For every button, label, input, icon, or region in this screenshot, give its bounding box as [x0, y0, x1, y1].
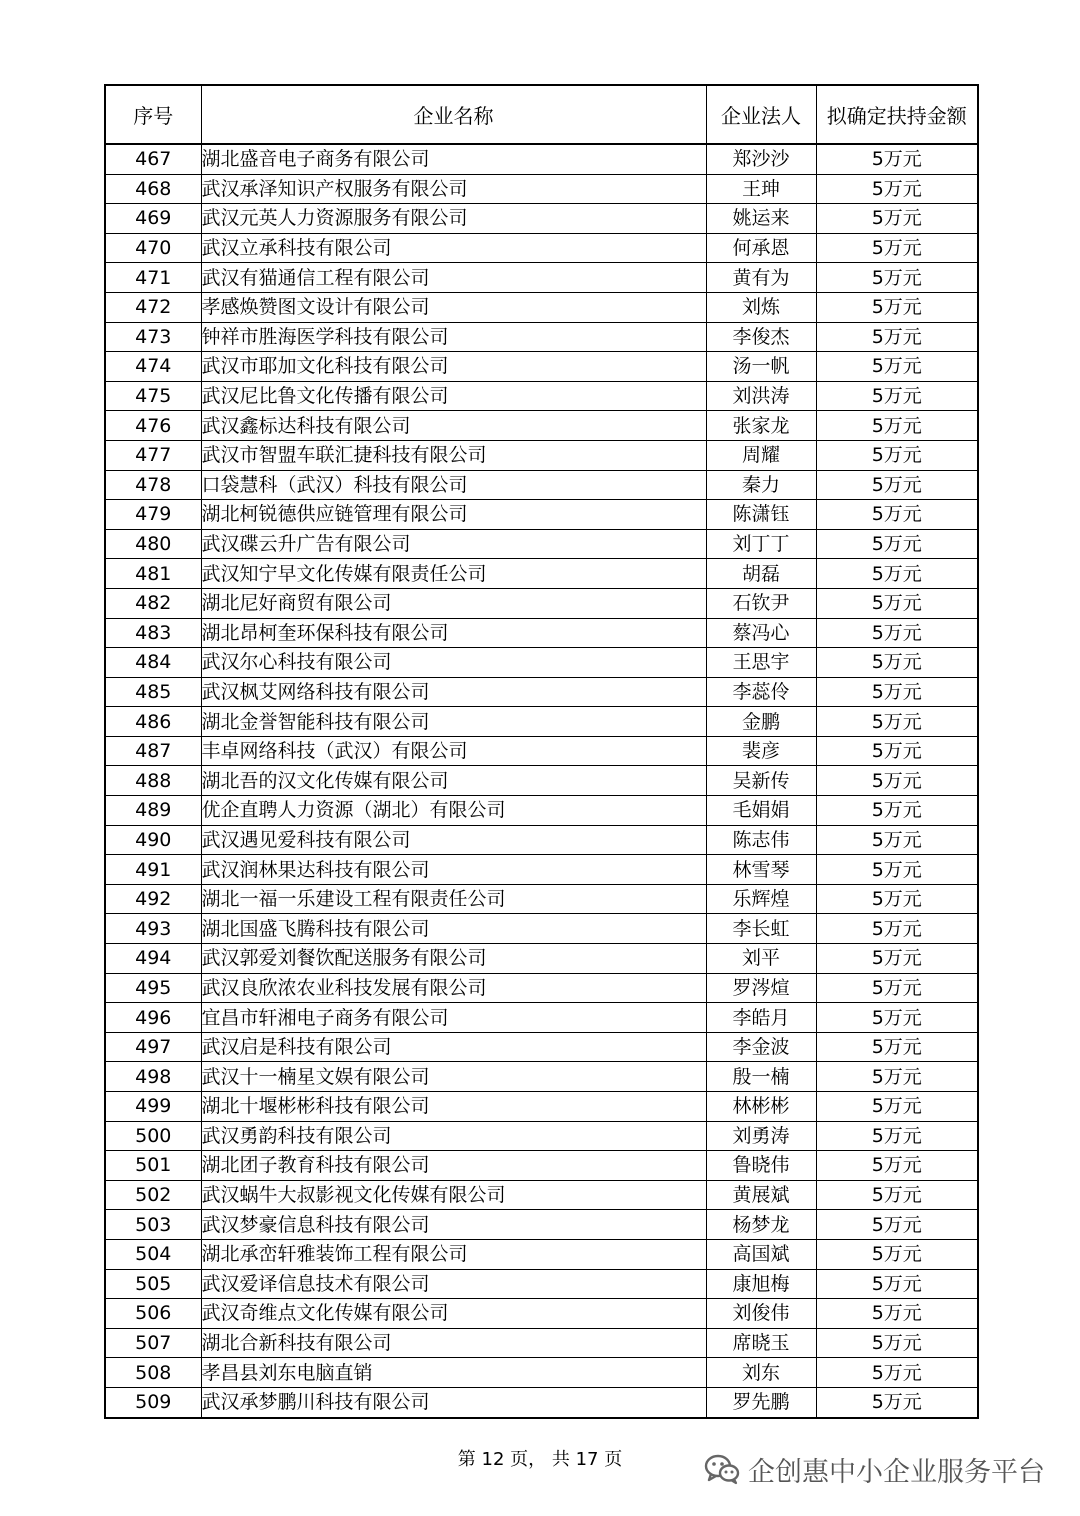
cell-legal-rep: 刘勇涛 — [706, 1121, 816, 1151]
cell-no: 470 — [105, 233, 201, 263]
cell-amount: 5万元 — [816, 1358, 978, 1388]
cell-amount: 5万元 — [816, 411, 978, 441]
cell-legal-rep: 陈潇钰 — [706, 500, 816, 530]
cell-amount: 5万元 — [816, 1003, 978, 1033]
cell-amount: 5万元 — [816, 500, 978, 530]
cell-no: 498 — [105, 1062, 201, 1092]
table-row — [105, 500, 978, 530]
cell-no: 503 — [105, 1210, 201, 1240]
cell-company-name: 孝感焕赞图文设计有限公司 — [201, 292, 706, 322]
cell-company-name: 湖北国盛飞腾科技有限公司 — [201, 914, 706, 944]
cell-legal-rep: 鲁晓伟 — [706, 1151, 816, 1181]
cell-company-name: 武汉元英人力资源服务有限公司 — [201, 204, 706, 234]
cell-no: 479 — [105, 500, 201, 530]
cell-company-name: 武汉郭爱刘餐饮配送服务有限公司 — [201, 944, 706, 974]
cell-no: 505 — [105, 1269, 201, 1299]
cell-amount: 5万元 — [816, 1239, 978, 1269]
cell-company-name: 武汉良欣浓农业科技发展有限公司 — [201, 973, 706, 1003]
cell-no: 477 — [105, 440, 201, 470]
cell-no: 481 — [105, 559, 201, 589]
cell-legal-rep: 乐辉煌 — [706, 884, 816, 914]
table-row — [105, 1269, 978, 1299]
table-row — [105, 707, 978, 737]
cell-amount: 5万元 — [816, 648, 978, 678]
cell-no: 502 — [105, 1180, 201, 1210]
table-row — [105, 381, 978, 411]
cell-no: 472 — [105, 292, 201, 322]
table-row — [105, 1239, 978, 1269]
cell-amount: 5万元 — [816, 973, 978, 1003]
cell-no: 492 — [105, 884, 201, 914]
table-header-row — [105, 85, 978, 144]
cell-legal-rep: 高国斌 — [706, 1239, 816, 1269]
table-row — [105, 736, 978, 766]
cell-amount: 5万元 — [816, 1269, 978, 1299]
cell-company-name: 湖北柯锐德供应链管理有限公司 — [201, 500, 706, 530]
company-support-table — [104, 84, 979, 1419]
cell-no: 501 — [105, 1151, 201, 1181]
cell-no: 469 — [105, 204, 201, 234]
header-company-name: 企业名称 — [201, 85, 706, 144]
table-row — [105, 1299, 978, 1329]
cell-legal-rep: 胡磊 — [706, 559, 816, 589]
cell-company-name: 湖北承峦轩雅装饰工程有限公司 — [201, 1239, 706, 1269]
cell-amount: 5万元 — [816, 796, 978, 826]
table-row — [105, 263, 978, 293]
cell-legal-rep: 吴新传 — [706, 766, 816, 796]
table-row — [105, 973, 978, 1003]
cell-amount: 5万元 — [816, 322, 978, 352]
cell-no: 493 — [105, 914, 201, 944]
table-row — [105, 1358, 978, 1388]
cell-no: 485 — [105, 677, 201, 707]
table-row — [105, 144, 978, 174]
cell-company-name: 丰卓网络科技（武汉）有限公司 — [201, 736, 706, 766]
cell-legal-rep: 金鹏 — [706, 707, 816, 737]
table-row — [105, 1210, 978, 1240]
cell-no: 473 — [105, 322, 201, 352]
cell-legal-rep: 李蕊伶 — [706, 677, 816, 707]
table-row — [105, 1387, 978, 1417]
cell-amount: 5万元 — [816, 707, 978, 737]
cell-amount: 5万元 — [816, 1151, 978, 1181]
cell-no: 476 — [105, 411, 201, 441]
cell-legal-rep: 杨梦龙 — [706, 1210, 816, 1240]
cell-company-name: 武汉奇维点文化传媒有限公司 — [201, 1299, 706, 1329]
cell-company-name: 湖北团子教育科技有限公司 — [201, 1151, 706, 1181]
cell-amount: 5万元 — [816, 381, 978, 411]
table-row — [105, 766, 978, 796]
table-row — [105, 944, 978, 974]
cell-legal-rep: 罗涔煊 — [706, 973, 816, 1003]
cell-no: 486 — [105, 707, 201, 737]
cell-legal-rep: 张家龙 — [706, 411, 816, 441]
table-row — [105, 618, 978, 648]
cell-company-name: 湖北合新科技有限公司 — [201, 1328, 706, 1358]
table-row — [105, 352, 978, 382]
cell-no: 475 — [105, 381, 201, 411]
cell-amount: 5万元 — [816, 559, 978, 589]
table-row — [105, 1092, 978, 1122]
cell-no: 500 — [105, 1121, 201, 1151]
table-row — [105, 648, 978, 678]
cell-no: 507 — [105, 1328, 201, 1358]
cell-no: 488 — [105, 766, 201, 796]
cell-legal-rep: 林雪琴 — [706, 855, 816, 885]
table-row — [105, 855, 978, 885]
cell-no: 495 — [105, 973, 201, 1003]
cell-company-name: 武汉市耶加文化科技有限公司 — [201, 352, 706, 382]
table-row — [105, 204, 978, 234]
cell-company-name: 湖北盛音电子商务有限公司 — [201, 144, 706, 174]
cell-legal-rep: 王思宇 — [706, 648, 816, 678]
cell-amount: 5万元 — [816, 174, 978, 204]
cell-company-name: 武汉承泽知识产权服务有限公司 — [201, 174, 706, 204]
cell-legal-rep: 秦力 — [706, 470, 816, 500]
cell-legal-rep: 姚运来 — [706, 204, 816, 234]
cell-amount: 5万元 — [816, 204, 978, 234]
cell-company-name: 武汉十一楠星文娱有限公司 — [201, 1062, 706, 1092]
cell-legal-rep: 黄有为 — [706, 263, 816, 293]
cell-amount: 5万元 — [816, 529, 978, 559]
cell-company-name: 武汉爱译信息技术有限公司 — [201, 1269, 706, 1299]
cell-company-name: 武汉蜗牛大叔影视文化传媒有限公司 — [201, 1180, 706, 1210]
cell-no: 489 — [105, 796, 201, 826]
table-row — [105, 292, 978, 322]
cell-no: 504 — [105, 1239, 201, 1269]
cell-no: 484 — [105, 648, 201, 678]
cell-amount: 5万元 — [816, 766, 978, 796]
cell-amount: 5万元 — [816, 944, 978, 974]
cell-no: 487 — [105, 736, 201, 766]
cell-legal-rep: 李长虹 — [706, 914, 816, 944]
table-row — [105, 1180, 978, 1210]
cell-amount: 5万元 — [816, 144, 978, 174]
table-row — [105, 914, 978, 944]
table-row — [105, 1003, 978, 1033]
table-row — [105, 1032, 978, 1062]
cell-no: 467 — [105, 144, 201, 174]
cell-company-name: 口袋慧科（武汉）科技有限公司 — [201, 470, 706, 500]
page-number: 第 12 页， 共 17 页 — [457, 1449, 623, 1470]
table-row — [105, 1121, 978, 1151]
table-row — [105, 559, 978, 589]
cell-no: 509 — [105, 1387, 201, 1417]
cell-company-name: 武汉勇韵科技有限公司 — [201, 1121, 706, 1151]
cell-company-name: 武汉承梦鹏川科技有限公司 — [201, 1387, 706, 1417]
cell-company-name: 钟祥市胜海医学科技有限公司 — [201, 322, 706, 352]
cell-legal-rep: 刘炼 — [706, 292, 816, 322]
table-row — [105, 796, 978, 826]
cell-company-name: 湖北一福一乐建设工程有限责任公司 — [201, 884, 706, 914]
table-row — [105, 1062, 978, 1092]
cell-company-name: 武汉梦豪信息科技有限公司 — [201, 1210, 706, 1240]
cell-amount: 5万元 — [816, 588, 978, 618]
cell-company-name: 宜昌市轩湘电子商务有限公司 — [201, 1003, 706, 1033]
cell-company-name: 孝昌县刘东电脑直销 — [201, 1358, 706, 1388]
cell-legal-rep: 王珅 — [706, 174, 816, 204]
cell-amount: 5万元 — [816, 855, 978, 885]
table-row — [105, 884, 978, 914]
cell-company-name: 武汉遇见爱科技有限公司 — [201, 825, 706, 855]
cell-company-name: 武汉有猫通信工程有限公司 — [201, 263, 706, 293]
cell-company-name: 武汉枫艾网络科技有限公司 — [201, 677, 706, 707]
table-row — [105, 1328, 978, 1358]
cell-legal-rep: 殷一楠 — [706, 1062, 816, 1092]
cell-no: 483 — [105, 618, 201, 648]
cell-legal-rep: 石钦尹 — [706, 588, 816, 618]
cell-no: 478 — [105, 470, 201, 500]
table-row — [105, 1151, 978, 1181]
cell-amount: 5万元 — [816, 914, 978, 944]
cell-company-name: 武汉知宁早文化传媒有限责任公司 — [201, 559, 706, 589]
cell-amount: 5万元 — [816, 233, 978, 263]
cell-legal-rep: 郑沙沙 — [706, 144, 816, 174]
cell-company-name: 武汉市智盟车联汇捷科技有限公司 — [201, 440, 706, 470]
wechat-icon — [704, 1453, 740, 1485]
cell-legal-rep: 席晓玉 — [706, 1328, 816, 1358]
cell-no: 490 — [105, 825, 201, 855]
cell-legal-rep: 李金波 — [706, 1032, 816, 1062]
cell-amount: 5万元 — [816, 677, 978, 707]
cell-company-name: 武汉启是科技有限公司 — [201, 1032, 706, 1062]
table-row — [105, 411, 978, 441]
cell-amount: 5万元 — [816, 1121, 978, 1151]
cell-legal-rep: 林彬彬 — [706, 1092, 816, 1122]
cell-no: 497 — [105, 1032, 201, 1062]
cell-legal-rep: 刘洪涛 — [706, 381, 816, 411]
cell-no: 480 — [105, 529, 201, 559]
cell-legal-rep: 刘东 — [706, 1358, 816, 1388]
cell-amount: 5万元 — [816, 470, 978, 500]
cell-amount: 5万元 — [816, 292, 978, 322]
cell-no: 468 — [105, 174, 201, 204]
cell-company-name: 湖北吾的汉文化传媒有限公司 — [201, 766, 706, 796]
table-row — [105, 588, 978, 618]
cell-company-name: 优企直聘人力资源（湖北）有限公司 — [201, 796, 706, 826]
cell-company-name: 湖北十堰彬彬科技有限公司 — [201, 1092, 706, 1122]
cell-no: 496 — [105, 1003, 201, 1033]
header-no: 序号 — [105, 85, 201, 144]
cell-no: 471 — [105, 263, 201, 293]
cell-no: 482 — [105, 588, 201, 618]
cell-amount: 5万元 — [816, 1299, 978, 1329]
cell-legal-rep: 黄展斌 — [706, 1180, 816, 1210]
cell-amount: 5万元 — [816, 1062, 978, 1092]
cell-company-name: 武汉尼比鲁文化传播有限公司 — [201, 381, 706, 411]
watermark — [704, 1449, 1045, 1489]
cell-amount: 5万元 — [816, 1387, 978, 1417]
cell-company-name: 武汉鑫标达科技有限公司 — [201, 411, 706, 441]
table-row — [105, 529, 978, 559]
table-row — [105, 174, 978, 204]
cell-amount: 5万元 — [816, 352, 978, 382]
cell-legal-rep: 罗先鹏 — [706, 1387, 816, 1417]
cell-company-name: 武汉尔心科技有限公司 — [201, 648, 706, 678]
cell-amount: 5万元 — [816, 263, 978, 293]
cell-legal-rep: 刘俊伟 — [706, 1299, 816, 1329]
table-row — [105, 825, 978, 855]
cell-amount: 5万元 — [816, 736, 978, 766]
cell-amount: 5万元 — [816, 1092, 978, 1122]
cell-no: 506 — [105, 1299, 201, 1329]
table-row — [105, 440, 978, 470]
cell-legal-rep: 陈志伟 — [706, 825, 816, 855]
cell-amount: 5万元 — [816, 825, 978, 855]
cell-legal-rep: 刘丁丁 — [706, 529, 816, 559]
cell-legal-rep: 刘平 — [706, 944, 816, 974]
cell-legal-rep: 周耀 — [706, 440, 816, 470]
cell-amount: 5万元 — [816, 1032, 978, 1062]
cell-legal-rep: 蔡冯心 — [706, 618, 816, 648]
table-row — [105, 677, 978, 707]
cell-legal-rep: 汤一帆 — [706, 352, 816, 382]
watermark-text: 企创惠中小企业服务平台 — [748, 1456, 1045, 1488]
cell-amount: 5万元 — [816, 618, 978, 648]
cell-amount: 5万元 — [816, 1210, 978, 1240]
cell-amount: 5万元 — [816, 884, 978, 914]
cell-legal-rep: 康旭梅 — [706, 1269, 816, 1299]
cell-company-name: 武汉碟云升广告有限公司 — [201, 529, 706, 559]
cell-company-name: 武汉立承科技有限公司 — [201, 233, 706, 263]
cell-legal-rep: 何承恩 — [706, 233, 816, 263]
cell-company-name: 武汉润林果达科技有限公司 — [201, 855, 706, 885]
table-body — [105, 144, 978, 1418]
header-legal-rep: 企业法人 — [706, 85, 816, 144]
cell-company-name: 湖北金誉智能科技有限公司 — [201, 707, 706, 737]
cell-no: 508 — [105, 1358, 201, 1388]
cell-legal-rep: 李俊杰 — [706, 322, 816, 352]
cell-amount: 5万元 — [816, 1328, 978, 1358]
table-row — [105, 322, 978, 352]
cell-amount: 5万元 — [816, 1180, 978, 1210]
cell-legal-rep: 毛娟娟 — [706, 796, 816, 826]
cell-no: 491 — [105, 855, 201, 885]
header-amount: 拟确定扶持金额 — [816, 85, 978, 144]
table-row — [105, 470, 978, 500]
cell-no: 494 — [105, 944, 201, 974]
table-row — [105, 233, 978, 263]
cell-no: 499 — [105, 1092, 201, 1122]
cell-legal-rep: 李皓月 — [706, 1003, 816, 1033]
cell-company-name: 湖北昂柯奎环保科技有限公司 — [201, 618, 706, 648]
cell-company-name: 湖北尼好商贸有限公司 — [201, 588, 706, 618]
cell-no: 474 — [105, 352, 201, 382]
cell-legal-rep: 裴彦 — [706, 736, 816, 766]
cell-amount: 5万元 — [816, 440, 978, 470]
